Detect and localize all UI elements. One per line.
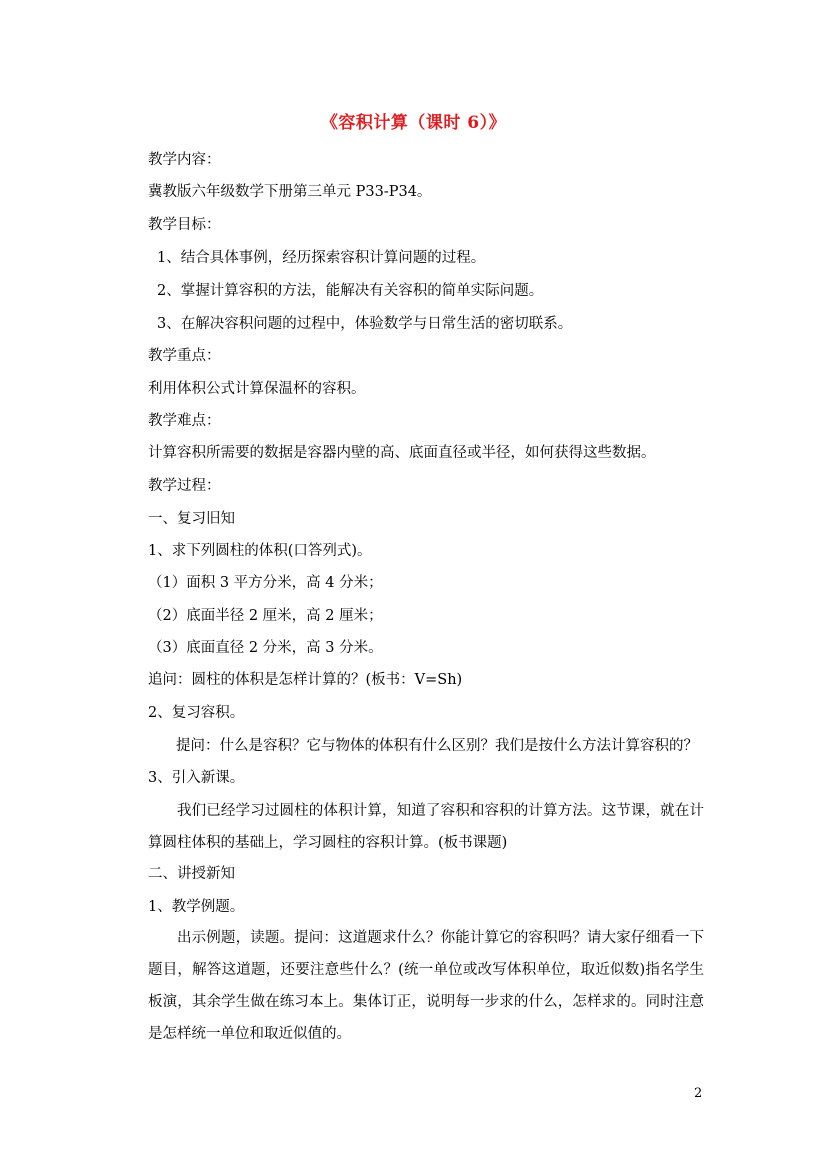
content-heading: 教学内容： [148,152,221,168]
goals-heading: 教学目标： [148,217,221,233]
content-text: 冀教版六年级数学下册第三单元 P33-P34。 [148,184,432,200]
difficulty-text: 计算容积所需要的数据是容器内壁的高、底面直径或半径，如何获得这些数据。 [148,445,656,461]
page-number: 2 [694,1086,703,1101]
part1-q1: （1）面积 3 平方分米，高 4 分米； [148,575,383,591]
key-heading: 教学重点： [148,348,221,364]
part1-item2-question: 提问：什么是容积？它与物体的体积有什么区别？我们是按什么方法计算容积的？ [176,738,698,754]
part1-followup: 追问：圆柱的体积是怎样计算的？(板书：V=Sh) [148,672,463,688]
goal-2: 2、掌握计算容积的方法，能解决有关容积的简单实际问题。 [157,283,544,299]
part1-item1: 1、求下列圆柱的体积(口答列式)。 [148,543,372,559]
document-title: 《容积计算（课时 6）》 [320,113,507,133]
part1-heading: 一、复习旧知 [148,511,235,527]
part1-item2: 2、复习容积。 [148,705,245,721]
goal-3: 3、在解决容积问题的过程中，体验数学与日常生活的密切联系。 [157,316,573,332]
part1-item3-text: 我们已经学习过圆柱的体积计算，知道了容积和容积的计算方法。这节课，就在计算圆柱体积的基础上，学习圆柱的容积计算。(板书课题) [148,803,704,851]
key-text: 利用体积公式计算保温杯的容积。 [148,381,366,397]
part1-item3: 3、引入新课。 [148,770,245,786]
part2-item1: 1、教学例题。 [148,899,245,915]
part1-q2: （2）底面半径 2 厘米，高 2 厘米； [148,608,383,624]
part1-q3: （3）底面直径 2 分米，高 3 分米。 [148,640,383,656]
part2-heading: 二、讲授新知 [148,866,235,882]
difficulty-heading: 教学难点： [148,413,221,429]
part2-item1-text: 出示例题，读题。提问：这道题求什么？你能计算它的容积吗？请大家仔细看一下题目，解答这道题，还要注意些什么？(统一单位或改写体积单位，取近似数)指名学生板演，其余学生做在练习本上。集体订正，说明每一步求的什么，怎样求的。同时注意是怎样统一单位和取近似值的。 [148,930,704,1042]
goal-1: 1、结合具体事例，经历探索容积计算问题的过程。 [157,250,486,266]
process-heading: 教学过程： [148,478,221,494]
